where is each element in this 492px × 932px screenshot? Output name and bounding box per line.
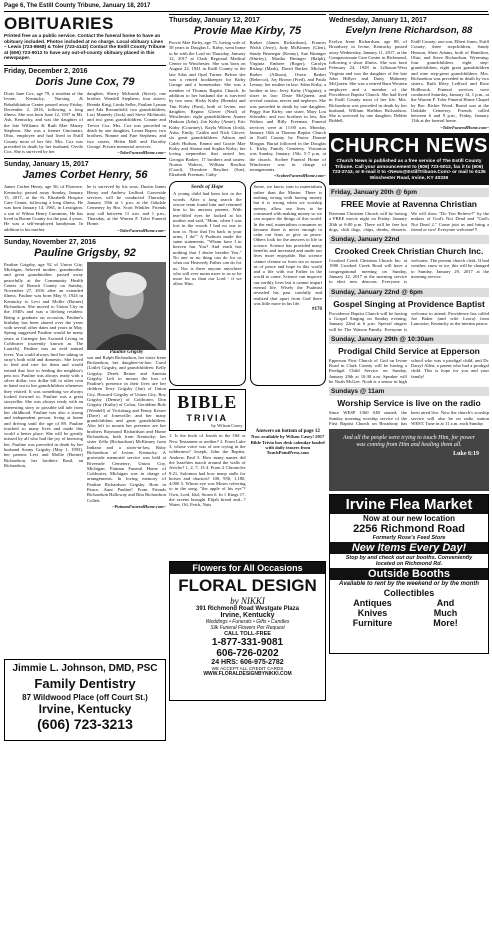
florist-services: Weddings • Funerals • Gifts • Candles [205,619,290,626]
seeds-section [169,181,326,386]
seeds-title: Seeds of Hope [191,184,224,191]
seeds-text: A young child had been lost in the woods. After a long search the rescue team found him and returned him to his anxious parents. With tear-filled eyes he looked at his mother and said, "Mom, when I was lost in the woods I had no one to turn to. Now that I'm back in your arms, I do!" A Psalmist made the same statements. "Whom have I in heaven but You? And earth has nothing that I desire besides You." No one or no thing can do for us what our Heavenly Father can do for us. Nor is there anyone anywhere who will ever mean more to us or be more for us than our Lord - if we allow Him. [173,191,242,287]
obituaries-title: OBITUARIES [4,14,114,33]
seeds-of-hope-box [250,181,327,386]
flea-list-item: Knives [357,608,388,619]
dentist-name: Jimmie L. Johnson, DMD, PSC [12,662,158,674]
obit-text: daughter, Sherry McIntosh (Steve); one brother, Wendell Stephens; four sisters: Brenda King, Linda Seller, Pauline Lyman and Ada Broumfield; two grandchildren, Lori Maneely (Jack) and Steve McIntosh; and two great grandchildren, Connie and Trevor Cox. Mrs. Cox was preceded in death by one daughter, Leona Roper; two brothers, Ronnie and Fate Stephens; and two sisters, Helen Bell and Dorothy George. Private memorial services. [87,90,166,149]
obit-name: Evelyn Irene Richardson, 88 [345,25,473,36]
event-headline: Prodigal Child Service at Epperson [338,345,480,356]
obituaries-note: Printed free as a public service. Contact the funeral home to have an obituary included. Photos included at no charge. Local obituary Lines – Lewis (723-8668) & Toler (723-4142) Contact the Estill County Tribune at (606) 723-9012 to have any out-of-county obituary placed in this newspaper. [4,34,166,62]
event-date: Friday, January 20th @ 6pm [329,188,489,197]
flea-list-item: More! [433,618,458,629]
flea-outside: Outside Booths [330,568,488,580]
seeds-number: #170 [312,307,322,313]
flea-new-items: New Items Every Day! [330,542,488,554]
obit-text: he is survived by his sons: Dustin James Henry and Andrew Ledford. Graveside services will be conducted Thursday, January 19th at 1 p.m. at the Oakdale Cemetery by Bro. Scott Winkler. Friends may call between 11 a.m. and 1 p.m., Thursday, at the Warren F. Toler Funeral Home. [87,184,166,227]
obit-text: Evelyn Irene Richardson, age 88, of Broadway in Irvine, Kentucky passed away Wednesday, January 11, 2017, at the Compassionate Care Center in Richmond, following a short illness. She was born February 24, 1928 in Lilbourn-West Virginia and was the daughter of the late John Hillyer and Daisy Mahoney McQueen. She was a retired Barn Western employee and a member of the Providence Baptist Church. She had lived in Estill County most of her life. Mrs. Richardson was preceded in death by her husband, William Sheldon Richardson. She is survived by one daughter, Debbie Riddell, [329,39,407,124]
obit-name: James Corbet Henry, 56 [22,169,148,182]
middle-column [169,14,326,930]
event-text: Crooked Creek Christian Church Inc. at 1980 Crooked Creek Road will have a congregational meeting on Sunday, January 22, 2017 at the morning service to elect new deacons. Everyone is welcome. The present church clerk. If bad weather, snow or ice, this will be changed to Sunday, January 29, 2017 at the morning service. [329,258,489,285]
obit-credit: ~ScobeeFuneralHome.com~ [273,173,326,179]
obit-date: Sunday, January 15, 2017 [4,158,166,168]
event-text: Ravenna Christian Church will be having a FREE movie night on Friday, January 20th at 6:00 p.m. There will be free hot dogs, chili dogs, chips, drinks, desserts. We will show "Do You Believe?" by the makers of God's Not Dead and "God's Not Dead 2." Come join us and bring a friend or two! Everyone welcome!!! [329,210,489,232]
bible-verse-ref: Luke 6:19 [453,451,479,458]
event-date: Sundays @ 11am [329,387,489,396]
obit-credit: ~TolerFuneralHome.com~ [117,227,166,233]
obit-date: Thursday, January 12, 2017 [169,14,326,24]
event-date: Sunday, January 29th @ 10:30am [329,335,489,344]
obit-body [4,91,166,158]
flea-market-ad [329,494,489,654]
obit-body [4,184,166,235]
florist-address: 391 Richmond Road Westgate Plaza [196,606,299,613]
obit-body [4,262,166,657]
obit-credit: ~TolerFuneralHome.com~ [440,124,489,130]
florist-call: CALL TOLL-FREE [224,631,271,638]
flea-now: Now at our new location [362,514,455,524]
obit-text: Provie Mae Kirby, age 75, loving wife of 58 years to Douglas L. Kirby, went home to be with the Lord on Thursday, January 12, 2017 at Clark Regional Medical Center in Winchester. She was born on August 22, 1941 in Estill County to the late Silas and Opal Turner. Before she was a retired bookkeeper for Kirby Garage and a homemaker. She was a member of Thomas Baptist Church. In addition to her husband she is survived by two sons: Ricky Kirby (Brenda) and Tim Kirby (Pam), both of Irvine; one daughter, Regina Glover (Neal) of Winchester; eight grandchildren: Amera Hinkom (John), Jon Kirby (Amie), Eric Kirby (Courtney), Kayla Wilson (Josh), Asha, Emily, Caitlin and Nick Glover; six great grandchildren: Adison and Caleb Hudson, Emma and Gracie Mae Kirby and Abram and Sophia Kirby; her loving stepmother that raised her, Georgia Barker; 17 brothers and sisters: Norma Walters, William Rawlins (Carol), Theodore Rawlins (Sue), Elizabeth Freeman, Cathy [169,40,246,178]
bible-trivia-section [169,389,326,559]
obit-text: Barker (James Richardson), Frances Walsh (Jerry), Judy McKinney (Glen), Sandy Bennegar (Kenny), Sue Bininger (Shirley), Martha Bininger (Ralph), Virginia Embree (Roger), Carolyn Bishop (Mark), David Barker, Michael Barker (Allison), Owen Barker (Rebecca), Joy Brown (Fred), and Paula Lemay; her mother in law: Edna Kirby, a brother in law: Jerry Kirby (Virginia); a sister in law: Dixie McQueen; and several cousins, nieces and nephews. She was preceded in death by one daughter, Peggy Sue Kirby; one sister, Mary Lou Schrader; and two brothers in law, Jim Walton and Billy Freeman. Funeral services were at 11:00 a.m. Monday, January 16th at Thomas Baptist Church in Estill County by Pastor Donnie Morgan. Burial followed in the Douglas L. Kirby Family Cemetery. Visitation was Sunday, January 15th, 5-7 p.m. at the church. Scobee Funeral Home of Winchester was in charge of arrangements. [249,40,326,173]
florist-phone-24hr: 24 HRS: 606-975-2782 [211,659,284,667]
florist-phone-tollfree: 1-877-331-9081 [211,637,284,649]
portrait-image [87,262,166,350]
flea-address: 2256 Richmond Road [353,523,465,536]
florist-phone-local: 606-726-0202 [216,648,279,660]
right-column [329,14,489,930]
photo-caption: Pauline Grigsby [109,349,144,355]
flea-stop: Stop by and check out our booths. Conveniently located on Richmond Rd. [345,555,473,568]
flea-list-item: Much [433,608,458,619]
obit-name: Pauline Grigsby, 92 [34,246,136,259]
event-headline: Worship Service is live on the radio [337,398,481,409]
bible-byline: by Wilson Casey [211,423,243,429]
obit-date: Sunday, November 27, 2016 [4,236,166,246]
florist-cards: WE ACCEPT ALL CREDIT CARDS [211,666,284,672]
flea-list [330,588,488,628]
dentist-phone: (606) 723-3213 [37,715,133,732]
event-date: Sunday, January 22nd [329,235,489,244]
event-text: Epperson First Church of God on Irvine Road in Clark County will be having a Prodigal Child Service on Sunday, January 29th at 10:30 a.m. Speaker will be Noah McGee. Noah is a senior in high school who was a prodigal child, and Dr. Darryl Allen, a parent who had a prodigal child. This is hope for you and your family! [329,357,489,384]
obit-body [329,39,489,133]
flea-title: Irvine Flea Market [330,495,488,514]
obit-date: Wednesday, January 11, 2017 [329,14,489,24]
dentist-city: Irvine, Kentucky [38,701,132,716]
obit-text: Doris June Cox, age 79, a resident of the Irvine, Kentucky, Nursing & Rehabilitation Center passed away Friday, December 2, 2016, following a long illness. She was born June 12, 1937 in Mt. Ash, Kentucky, and was the daughter of the late Williams & Ruth Mae Maney Stephens. She was a former Cincinnati, Ohio, employee and had lived in Estill County most of her life. Mrs. Cox was preceded in death by her husband, Orvile Cox. She is survived by her [4,90,83,155]
obit-name: Provie Mae Kirby, 75 [193,25,302,37]
trivia-promo: Now available by Wilson Casey! 2017 Bible Trivia box desk calendar loaded with daily teasers from TouchPointPress.com [250,434,325,456]
bible-title: BIBLE [177,392,238,413]
florist-silk: Silk Funeral Flowers Per Request [210,625,285,632]
obit-photo [87,262,166,350]
trivia-questions: 1. Is the book of Josiah in the Old or New Testament or neither? 2. From Luke 3, whose voice was of one crying in the wilderness? Joseph, John the Baptist, Andrew, Paul 3. How many names did the Israelites march around the walls of Jericho? 1, 2, 7, 13 4. From 2 Chronicles 9:21, Solomon had how many stalls for horses and chariots? 100, 950, 1,180, 4,000 5. Whose eye was Moses referring to in the song, "the apple of his eye"? Own, Lord, Idol, Storm 6. In 1 Kings 17, the ravens brought Elijah bread and...? Water, Oil, Fetch, Nuts [169,433,246,508]
flea-list-item: Antiques [353,598,392,609]
page-header: Page 6, The Estill County Tribune, January 18, 2017 [4,2,488,12]
obituaries-column [4,14,166,930]
flea-list-item: Collectibles [383,588,435,599]
obit-name: Doris June Cox, 79 [35,75,135,88]
florist-ad [169,561,326,701]
event-date: Sunday, January 22nd @ 6pm [329,288,489,297]
florist-website: WWW.FLORALDESIGNBYNIKKI.COM [203,671,292,678]
obit-text: son and Ralph Richardson, her sister Irene Richardson, her daughter-in-law: Carol (Little) Grigsby, and grandchildren: Kelly Grigsby, Derek Reiner and Amenia Grigsby. Left to mourn the loss of Pauline's presence in their lives are her children Terry Grigsby (Jan) of Union City, Howard Grigsby of Union City, Roy Grigsby (Denise) of Coldwater, Don Grigsby (Kathy) of Colon, Geraldine Bole (Wendell) of Vicksburg and Penny Kesser (Dave) of Jonesville; and her many grandchildren and great grandchildren. Also left to mourn her presence are her brothers Raymond Richardson and Hume Richardson, both from Kentucky; her sister Zella (Richardson) McKinney from Indiana and a sister-in-law, Ruby Richardson of Irvine, Kentucky. A graveside memorial service was held at Riverside Cemetery, Union City, Michigan. Putnam Funeral Home of Coldwater, Michigan was in charge of arrangements. In loving memory of Pauline Richardson Grigsby. Born in Pauce, Aunt Pauline! From Friends Richardson Halloway and Rita Richardson Collett. [87,354,166,503]
church-news-header [329,133,489,185]
flea-former: Formerly Rose's Feed Store [372,535,446,542]
florist-name: FLORAL DESIGN [178,576,317,596]
obit-text: Estill County; one son, Elbert Jones, Estill County; three stepchildren, Sandy Henson, Sheri Adams, both of Hamilton, Ohio; and Steve Richardson, Wyoming; four grandchildren, eight step-grandchildren, eight great grandchildren and nine step-great grandchildren. Mrs. Richardson was preceded in death by two sisters, Ruth Riley Ledford and Rose Hollbrook. Funeral services were conducted Saturday, January 14, 1 p.m., at the Warren F. Toler Funeral Home Chapel by Bro. Richie Wood. Burial was at the Oakdale Cemetery. Friends called between 6 and 9 p.m., Friday, January 13th at the funeral home. [411,39,489,124]
seeds-text: Some, we know, turn to materialism rather than the Master. There is nothing wrong with having money but it is wrong when we worship money, allow our lives to be consumed with making money so we can acquire the things of this world. In the end, materialism consumes us because there is never enough to calm our fears or give us peace. Others look for the answers to life in science. Science has provided many benefits and increased and made our lives more enjoyable. But science cannot cleanse us from sin or assure us of peace and hope in this world and a life with our Father in the world to come. Science can improve our earthly lives but it cannot impart eternal life. Wisely the Psalmist revealed his past carefully and realized that apart from God there was little more in his life. [253,184,322,306]
church-news-note: Church News is published as a free service of The Estill County Tribune. Call your announcement to (606) 723-5012, fax it to (606) 723-2743, or E-mail it to <News@EstillTribune.Com> or mail to 6135 Winchester Road, Irvine, KY 40336 [329,159,489,185]
obit-body [169,40,326,181]
obit-credit: ~TolerFuneralHome.com~ [117,150,166,156]
obit-date: Friday, December 2, 2016 [4,65,166,75]
event-headline: Gospel Singing at Providence Baptist [333,298,485,309]
bible-verse-box [329,429,489,491]
bible-verse: And all the people were trying to touch Him, for power was coming from Him and healing them all. [343,435,475,449]
seeds-of-hope-box [169,181,246,386]
obit-credit: ~PutnamFuneralHome.com~ [112,503,166,509]
obit-text: James Corbet Henry, age 56, of Florence, Kentucky, passed away Sunday, January 15, 2017, at the St. Elizabeth Hospice Care Center, following a long illness. He was born January 14, 1961, in Lexington, a son of Wilma Henry Cummins. He has lived in Boone County for the past 4 years. He was a self-employed handyman. In addition to his mother, [4,184,83,232]
dentist-ad [4,659,166,741]
bible-trivia-box [169,389,246,431]
obit-text: Pauline Grigsby, age 92 of Union City, Michigan, beloved mother, grandmother and great grandmother, passed away peacefully at the Community Health Center of Branch County on Sunday, November 27, 2016 after an extended illness. Pauline was born May 9, 1924 in Kentucky to Levi and Mollie (Botner) Richardson. She moved to Union City in the 1940's and was a lifelong resident. Being a graduate on occasion, Pauline's birthday has been shared over the years with several other dates and years in May. Spring suggested Pauline would be many years at Carnegie Inn Assisted Living in Coldwater (currently known as The Laurels). Pauline was an avid animal lover. You could always find her taking in stray's both wild and domestic. She loved to feed and care for them and would extend that love to feeding the neighbor's pets too. Pauline was always ready with a silver dollar, two dollar bill or other coin in hand out to her grandchildren whenever they visited. It was something we always looked forward to. Pauline was a great storyteller. She was always ready with an interesting story or possible tall tale from her childhood. Pauline was also a strong and independent person, living at home and driving until the age of 89. Pauline touched so many lives and made this world a better place. She will be greatly missed by all who had the joy of knowing her. Pauline was preceded in death by her husband Sonny Grigsby (May 1, 1993), her parents Levi and Mollie (Botner) Richardson, her brothers Basil, an Richardson, [4,261,83,468]
bible-subtitle: TRIVIA [186,413,228,424]
trivia-answers-note: Answers on bottom of page 12 [255,429,320,435]
florist-banner: Flowers for All Occasions [170,562,325,574]
event-text: Since WESP 1360 AM started, the Sunday morning worship service of the First Baptist Church on Broadway has been aired live. Now the church's worship service will also be on radio station WEST. Tune in at 11 a.m. each Sunday. [329,410,489,426]
dentist-type: Family Dentistry [34,675,136,691]
dentist-address: 87 Wildwood Place (off Court St.) [22,692,148,702]
event-headline: FREE Movie at Ravenna Christian [340,198,478,209]
florist-city: Irvine, Kentucky [220,612,275,620]
florist-by: by NIKKI [230,596,265,607]
event-headline: Crooked Creek Christian Church Inc. [334,246,484,257]
flea-available: Available to rent by the weekend or by the month [338,581,480,588]
church-news-title: CHURCH NEWS [330,134,488,157]
flea-list-item: And [436,598,455,609]
flea-list-item: Furniture [352,618,393,629]
event-text: Providence Baptist Church will be having a Gospel Singing on Sunday evening, January 22nd at 6 p.m. Special singers will be The Watson Family. Everyone is welcome to attend. Providence has called Joe Baker (and wife Leora) from Lancaster, Kentucky as the interim pastor. [329,310,489,332]
